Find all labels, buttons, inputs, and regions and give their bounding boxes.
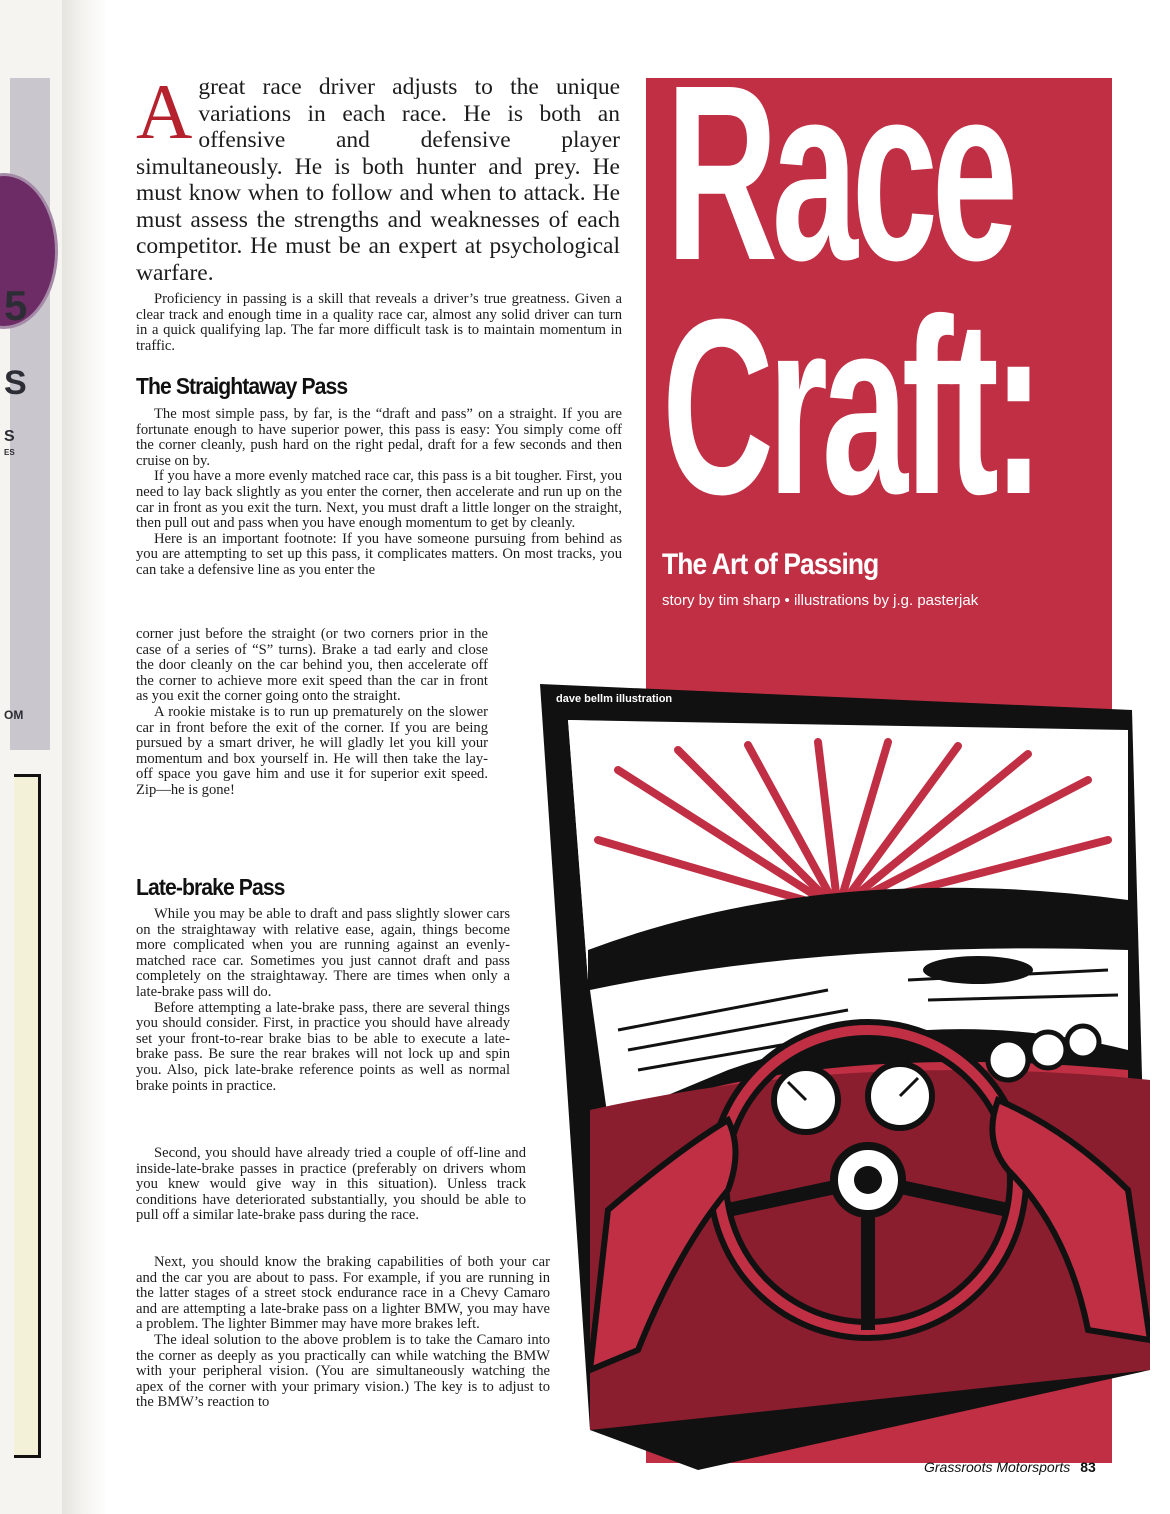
late-brake-pass-body-final	[136, 1255, 550, 1411]
paragraph: While you may be able to draft and pass slightly slower cars on the straightaway with relative ease, again, things become more complicated when you are running against an evenly-matched race car. Sometimes you just cannot draft and pass completely on the straightaway. There are times when only a late-brake pass will do.	[136, 906, 510, 1000]
page-footer	[924, 1459, 1096, 1475]
paragraph: The most simple pass, by far, is the “draft and pass” on a straight. If you are fortunate enough to have superior power, this pass is easy: You simply come off the corner cleanly, push hard on the right pedal, draft for a few seconds and then cruise on by.	[136, 406, 622, 469]
page-number: 83	[1080, 1459, 1096, 1475]
previous-page-panel	[10, 78, 50, 750]
lead-paragraph-block	[136, 292, 622, 354]
illustration-credit: dave bellm illustration	[556, 693, 673, 705]
magazine-name: Grassroots Motorsports	[924, 1459, 1071, 1475]
previous-page-boxed-panel	[14, 774, 41, 1458]
previous-page-numeral: 5	[4, 282, 28, 329]
paragraph: Before attempting a late-brake pass, there are several things you should consider. First, in practice you should have already set your front-to-rear brake bias to be able to execute a late-brake pass. Be sure the rear brakes will not lock up and spin you. Also, pick late-brake reference points as well as normal brake points in practice.	[136, 999, 510, 1094]
straightaway-pass-body-narrow	[136, 627, 488, 799]
speedometer-gauge	[774, 1068, 838, 1132]
paragraph: Here is an important footnote: If you have someone pursuing from behind as you are attempting to set up this pass, it complicates matters. On most tracks, you can take a defensive line as you enter the	[136, 530, 622, 578]
late-brake-pass-body	[136, 907, 510, 1094]
paragraph: A rookie mistake is to run up prematurely on the slower car in front before the exit of the corner. If you are being pursued by a smart driver, he will gladly let you kill your momentum and box yourself in. He will then take the lay-off space you gave him and use it for superior exit speed. Zip—he is gone!	[136, 703, 488, 798]
previous-page-bottom-text: OM	[4, 708, 24, 722]
paragraph: Second, you should have already tried a couple of off-line and inside-late-brake passes in practice (preferably on drivers whom you knew would give way in this situation). Unless track conditions have deteriorated substantially, you should be able to pull off a similar late-brake pass during the race.	[136, 1145, 526, 1224]
late-brake-pass-body-continued	[136, 1146, 526, 1224]
previous-page-edge	[0, 0, 62, 1514]
cockpit-illustration	[528, 650, 1150, 1470]
previous-page-letter-large: S	[4, 364, 27, 402]
title-craft: Craft:	[662, 267, 1039, 546]
paragraph: If you have a more evenly matched race car, this pass is a bit tougher. First, you need to lay back slightly as you enter the corner, then accelerate and run up on the car in front as you exit the turn. Next, you must draft a little longer on the straight, then pull out and pass when you have enough momentum to get by cleanly.	[136, 468, 622, 532]
drop-cap: A	[136, 68, 193, 155]
lead-paragraph: Proficiency in passing is a skill that reveals a driver’s true greatness. Given a clear track and enough time in a quality race car, almost any solid driver can turn in a quick qualifying lap. The far more difficult task is to maintain momentum in traffic.	[136, 291, 622, 354]
paragraph: corner just before the straight (or two corners prior in the case of a series of “S” turns). Brake a tad early and close the door cleanly on the car behind you, then accelerate off the corner to achieve more exit speed than the car in front as you exit the corner going onto the straight.	[136, 626, 488, 705]
page-gutter-shadow	[62, 0, 108, 1514]
title-race: Race	[666, 33, 1012, 312]
subtitle: The Art of Passing	[662, 548, 879, 581]
paragraph: The ideal solution to the above problem is to take the Camaro into the corner as deeply as you practically can while watching the BMW with your peripheral vision. (You are simultaneously watching the apex of the corner with your primary vision.) The key is to adjust to the BMW’s reaction to	[136, 1331, 550, 1411]
previous-page-letter-small: S	[4, 428, 15, 445]
intro-text: great race driver adjusts to the unique variations in each race. He is both an offensive and defensive player simultaneously. He is both hunter and prey. He must know when to follow and when to attack. He must assess the strengths and weaknesses of each competitor. He must be an expert at psychological warfare.	[136, 74, 620, 286]
article-intro	[136, 68, 620, 286]
tachometer-gauge	[868, 1064, 932, 1128]
straightaway-pass-body	[136, 407, 622, 579]
section-heading-straightaway-pass: The Straightaway Pass	[136, 373, 348, 399]
paragraph: Next, you should know the braking capabilities of both your car and the car you are about to pass. For example, if you are running in the latter stages of a street stock endurance race in a Chevy Camaro and are attempting a late-brake pass on a lighter BMW, you may have a problem. The lighter Bimmer may have more brakes left.	[136, 1254, 550, 1333]
byline: story by tim sharp • illustrations by j.g. pasterjak	[662, 592, 979, 609]
section-heading-late-brake-pass: Late-brake Pass	[136, 874, 285, 900]
previous-page-tiny-text: ES	[4, 448, 15, 457]
